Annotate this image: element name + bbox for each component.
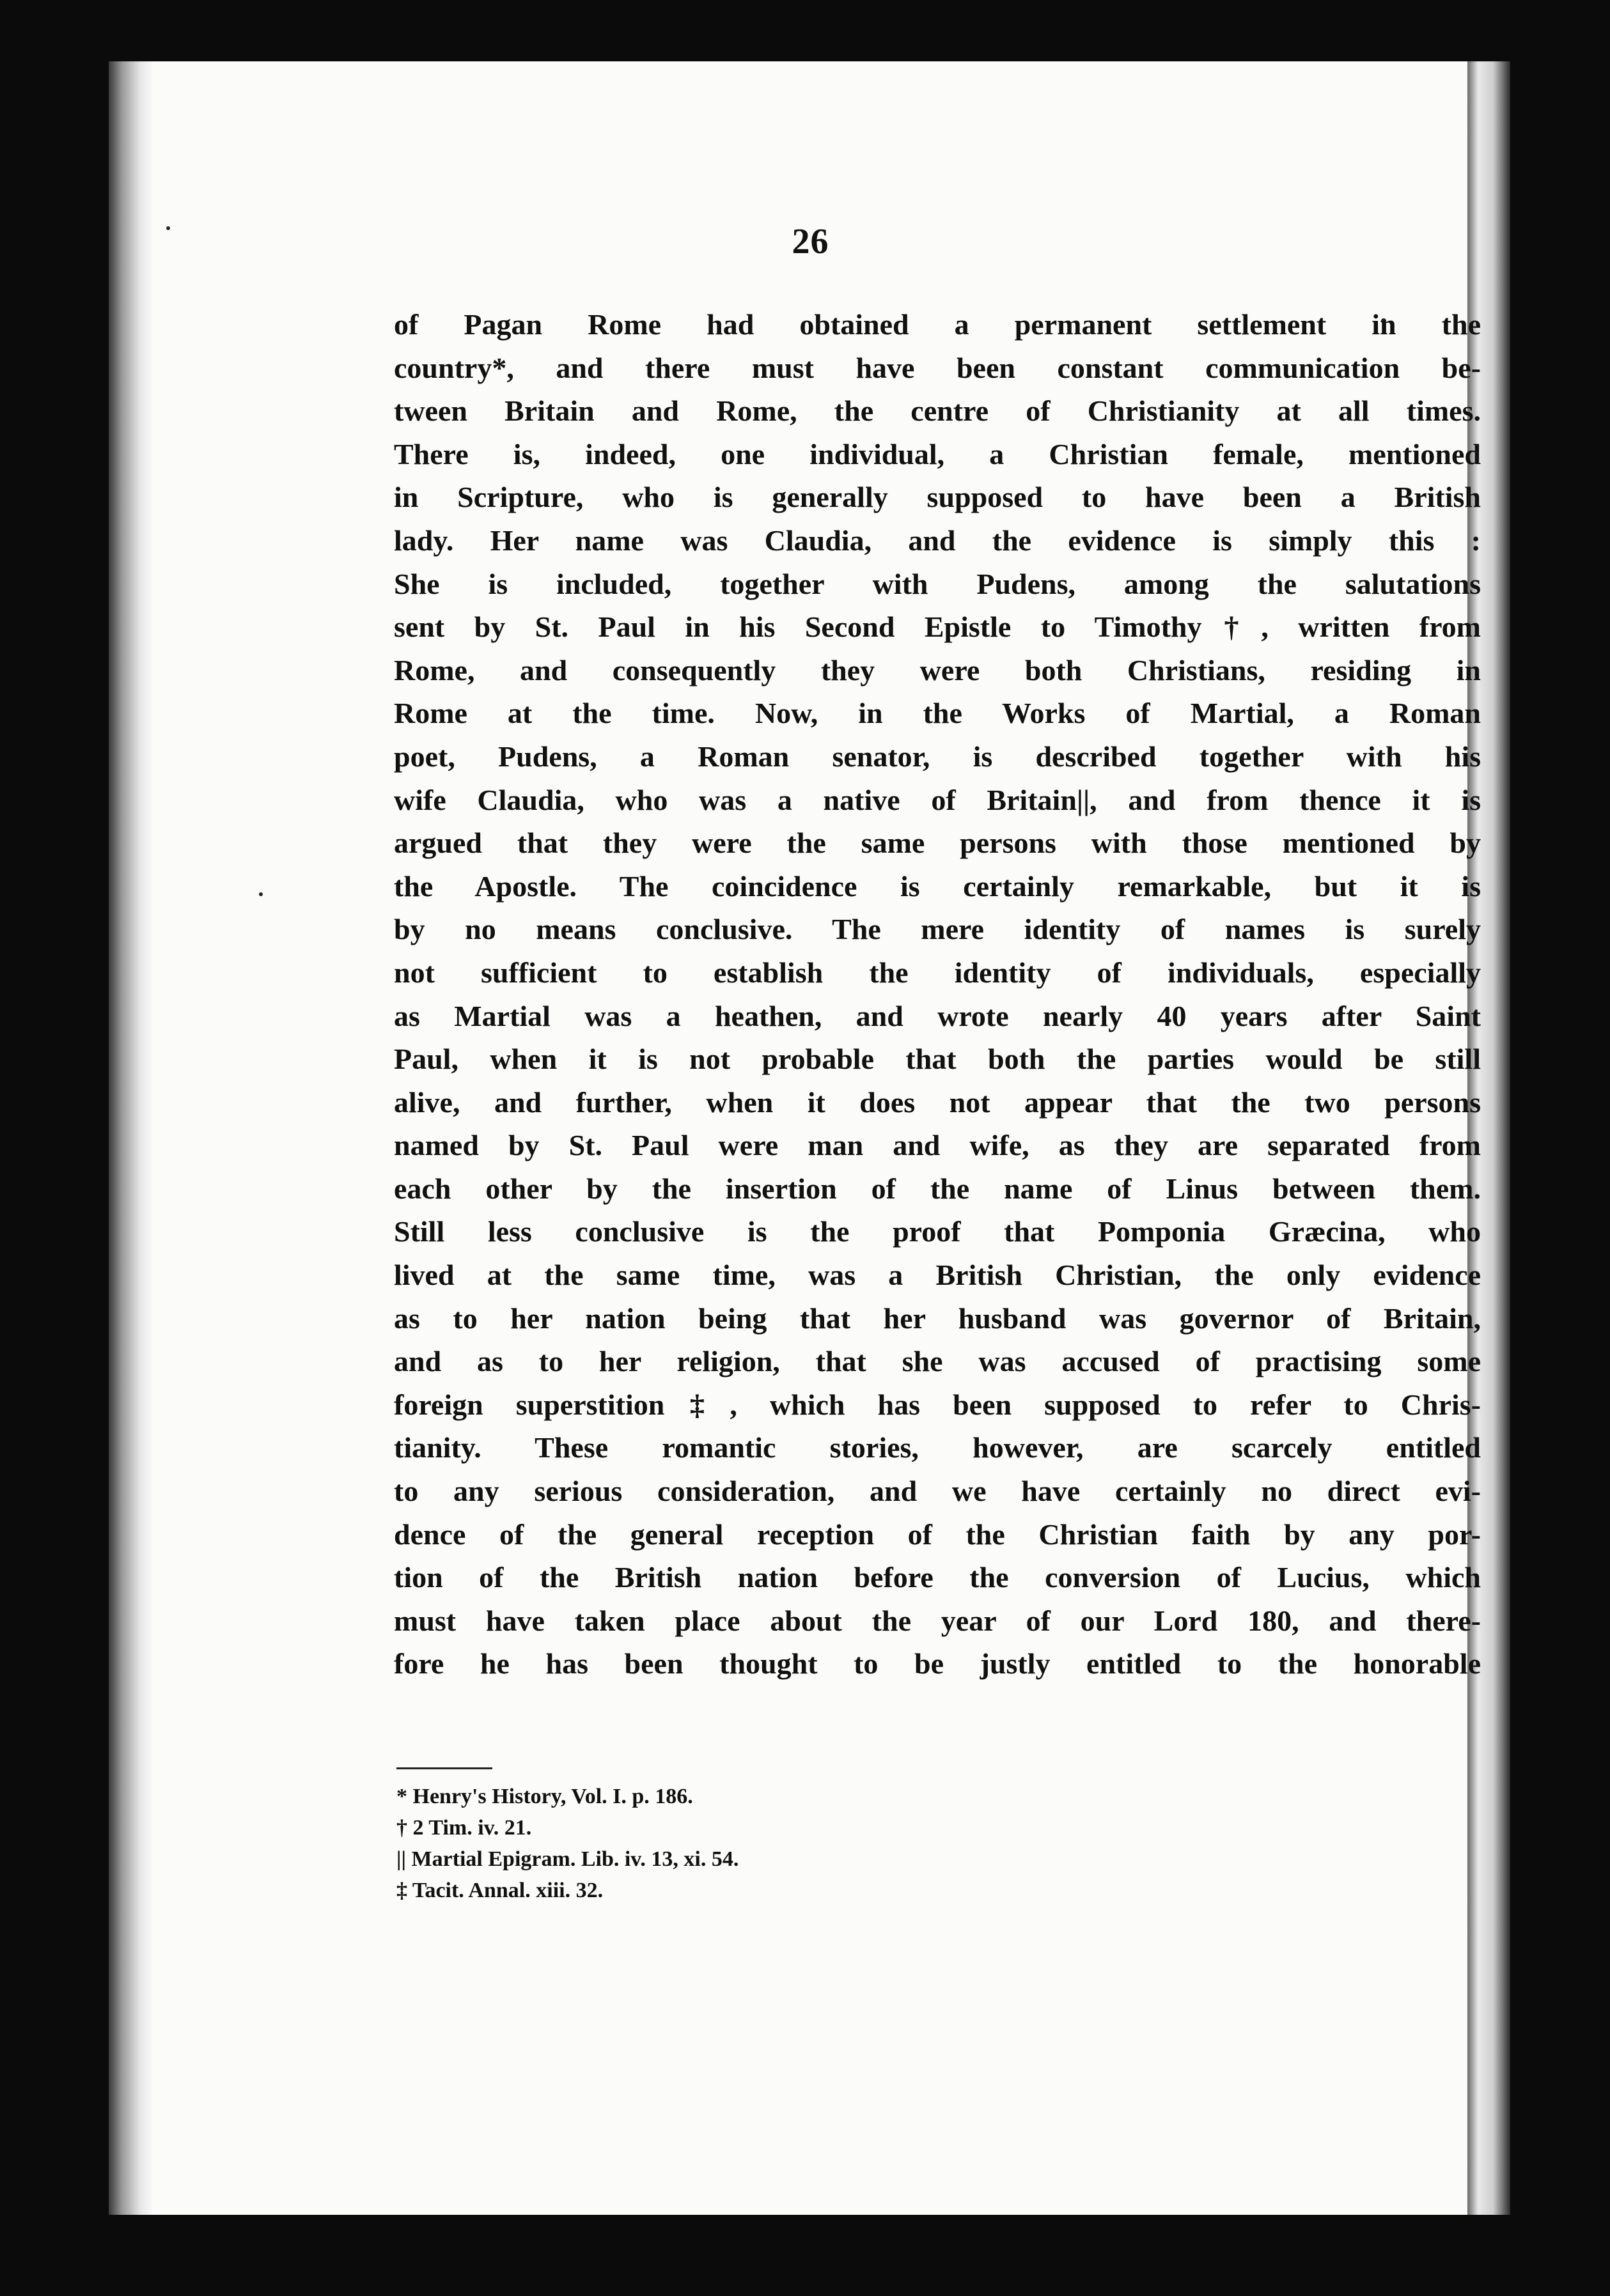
page-gutter-shadow — [109, 61, 153, 2215]
page-number: 26 — [792, 222, 829, 261]
text-line: Paul, when it is not probable that both the parties would be still — [394, 1043, 1481, 1076]
text-line: country*, and there must have been constant communication be- — [394, 351, 1481, 384]
scan-speck — [166, 226, 170, 230]
text-line: She is included, together with Pudens, among the salutations — [394, 567, 1481, 600]
text-line: poet, Pudens, a Roman senator, is described together with his — [394, 740, 1481, 773]
text-line: argued that they were the same persons with those mentioned by — [394, 826, 1481, 860]
text-line: fore he has been thought to be justly entitled to the honorable — [394, 1647, 1481, 1680]
text-line: in Scripture, who is generally supposed to have been a British — [394, 481, 1481, 514]
text-line: alive, and further, when it does not appear that the two persons — [394, 1085, 1481, 1119]
footnote: * Henry's History, Vol. I. p. 186. — [396, 1785, 693, 1808]
scan-border-bottom — [0, 2215, 1610, 2296]
footnote-rule — [396, 1767, 492, 1769]
text-line: tween Britain and Rome, the centre of Christianity at all times. — [394, 394, 1481, 428]
text-line: not sufficient to establish the identity of individuals, especially — [394, 956, 1481, 989]
text-line: dence of the general reception of the Christian faith by any por- — [394, 1517, 1481, 1551]
footnote: || Martial Epigram. Lib. iv. 13, xi. 54. — [396, 1847, 739, 1871]
body-text — [394, 303, 1481, 1686]
text-line: each other by the insertion of the name of Linus between them. — [394, 1172, 1481, 1205]
footnote: † 2 Tim. iv. 21. — [396, 1816, 532, 1840]
text-line: to any serious consideration, and we have certainly no direct evi- — [394, 1475, 1481, 1508]
text-line: named by St. Paul were man and wife, as they are separated from — [394, 1129, 1481, 1162]
text-line: Rome, and consequently they were both Christians, residing in — [394, 653, 1481, 686]
text-line: and as to her religion, that she was accused of practising some — [394, 1345, 1481, 1378]
scan-speck — [259, 892, 263, 896]
book-page — [153, 61, 1481, 2215]
text-line: the Apostle. The coincidence is certainly remarkable, but it is — [394, 869, 1481, 903]
text-line: wife Claudia, who was a native of Britain||, and from thence it is — [394, 783, 1481, 816]
scan-border-top — [0, 0, 1610, 61]
text-line: must have taken place about the year of our Lord 180, and there- — [394, 1604, 1481, 1637]
text-line: by no means conclusive. The mere identity of names is surely — [394, 913, 1481, 946]
text-line: sent by St. Paul in his Second Epistle to Timothy†, written from — [394, 610, 1481, 644]
scan-border-right — [1510, 0, 1610, 2296]
scan-border-left — [0, 0, 109, 2296]
text-line: There is, indeed, one individual, a Christian female, mentioned — [394, 437, 1481, 470]
text-line: foreign superstition‡, which has been supposed to refer to Chris- — [394, 1388, 1481, 1421]
text-line: lady. Her name was Claudia, and the evidence is simply this : — [394, 524, 1481, 557]
text-line: lived at the same time, was a British Christian, the only evidence — [394, 1259, 1481, 1292]
text-line: Rome at the time. Now, in the Works of Martial, a Roman — [394, 697, 1481, 730]
text-line: as Martial was a heathen, and wrote nearly 40 years after Saint — [394, 999, 1481, 1032]
text-line: tianity. These romantic stories, however, are scarcely entitled — [394, 1431, 1481, 1464]
text-line: as to her nation being that her husband was governor of Britain, — [394, 1301, 1481, 1335]
text-line: Still less conclusive is the proof that Pomponia Græcina, who — [394, 1215, 1481, 1248]
footnotes — [396, 1781, 1036, 1906]
text-line: tion of the British nation before the conversion of Lucius, which — [394, 1561, 1481, 1594]
text-line: of Pagan Rome had obtained a permanent settlement in the — [394, 308, 1481, 341]
footnote: ‡ Tacit. Annal. xiii. 32. — [396, 1879, 604, 1902]
